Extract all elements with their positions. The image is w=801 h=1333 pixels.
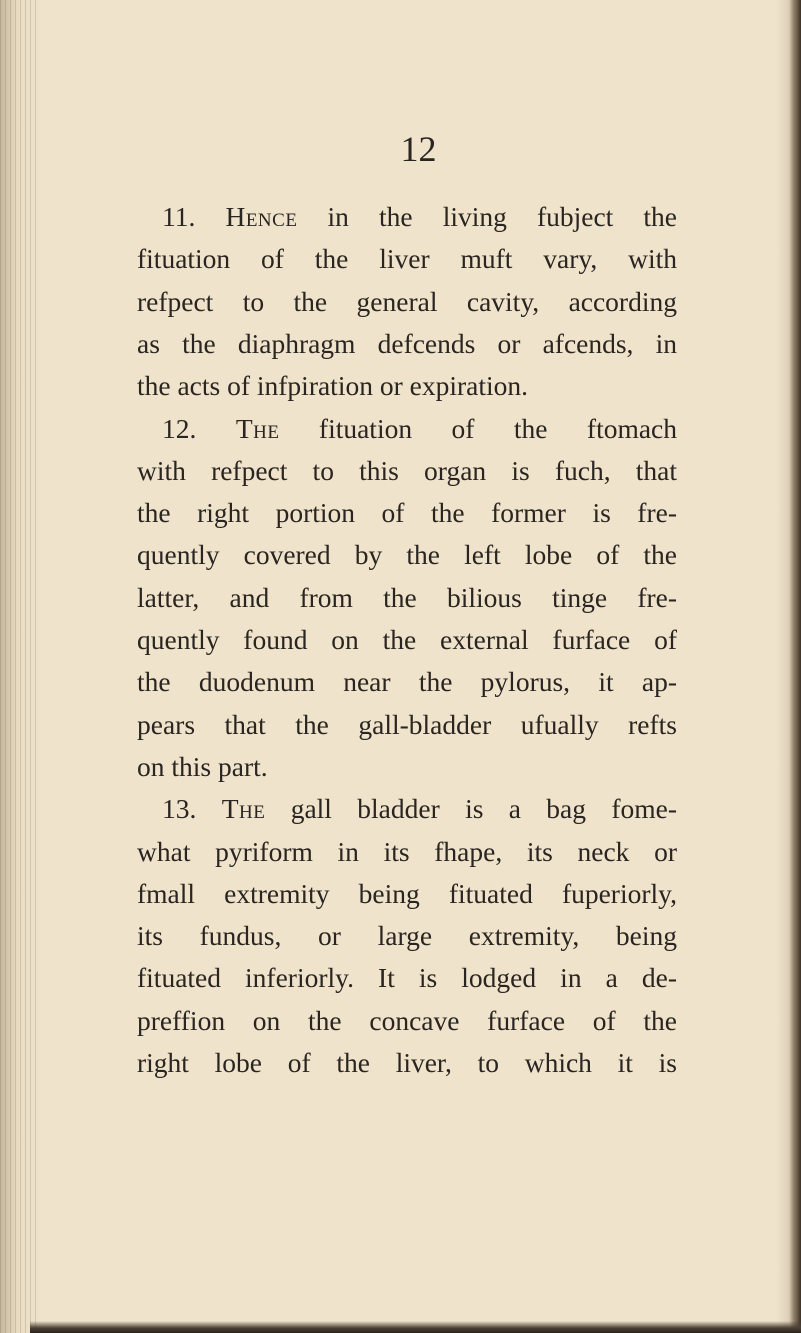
text-line <box>162 788 677 830</box>
text-line <box>137 704 677 746</box>
line-text: fituated inferiorly. It is lodged in a de- <box>137 962 677 994</box>
line-text: gall bladder is a bag fome- <box>265 793 677 825</box>
text-line <box>137 365 677 407</box>
text-line <box>137 534 677 576</box>
paragraph-lead-word: The <box>235 412 280 444</box>
line-text: fituation of the ftomach <box>279 412 678 444</box>
page-bottom-edge <box>30 1321 801 1333</box>
page-number: 12 <box>400 129 437 169</box>
text-line <box>137 661 677 703</box>
line-text: with refpect to this organ is fuch, that <box>137 454 677 486</box>
page-binding-shadow <box>0 0 40 1333</box>
line-text: latter, and from the bilious tinge fre- <box>137 581 677 613</box>
text-line <box>137 619 677 661</box>
line-text: preffion on the concave furface of the <box>137 1004 677 1036</box>
text-line <box>137 238 677 280</box>
text-line <box>137 915 677 957</box>
text-line <box>137 323 677 365</box>
line-text: right lobe of the liver, to which it is <box>137 1047 677 1078</box>
line-text: quently covered by the left lobe of the <box>137 539 677 571</box>
text-line <box>137 746 677 788</box>
line-text: what pyriform in its fhape, its neck or <box>137 835 677 867</box>
text-line <box>137 281 677 323</box>
text-line <box>137 492 677 534</box>
line-text: on this part. <box>137 750 268 782</box>
line-text: its fundus, or large extremity, being <box>137 920 677 952</box>
line-text: the acts of infpiration or expiration. <box>137 370 528 402</box>
paragraph-number: 13. <box>162 793 222 825</box>
text-line <box>137 1000 677 1042</box>
text-line <box>137 873 677 915</box>
text-line <box>137 1042 677 1084</box>
text-line <box>137 577 677 619</box>
text-line <box>162 408 677 450</box>
text-line <box>162 196 677 238</box>
page-edge-shadow <box>789 0 801 1333</box>
text-line <box>137 957 677 999</box>
paragraph-lead-word: Hence <box>225 201 298 232</box>
line-text: the duodenum near the pylorus, it ap- <box>137 666 677 698</box>
line-text: in the living fubject the <box>297 201 677 232</box>
line-text: fmall extremity being fituated fuperiorly, <box>137 877 677 909</box>
line-text: refpect to the general cavity, according <box>137 285 677 317</box>
line-text: as the diaphragm defcends or afcends, in <box>137 327 677 359</box>
text-line <box>137 831 677 873</box>
line-text: pears that the gall-bladder ufually refts <box>137 708 677 740</box>
paragraph-number: 12. <box>162 412 236 444</box>
line-text: fituation of the liver muft vary, with <box>137 243 677 275</box>
paragraph-number: 11. <box>162 201 226 232</box>
line-text: the right portion of the former is fre- <box>137 497 677 529</box>
text-line <box>137 450 677 492</box>
paragraph-lead-word: The <box>221 793 266 825</box>
line-text: quently found on the external furface of <box>137 624 677 655</box>
